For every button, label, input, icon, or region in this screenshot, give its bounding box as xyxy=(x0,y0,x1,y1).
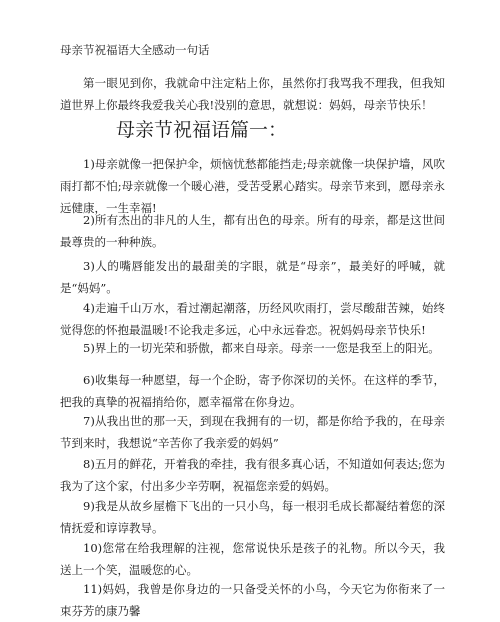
list-item: 7)从我出世的那一天，到现在我拥有的一切，都是你给予我的，在母亲节到来时，我想说“辛苦你了我亲爱的妈妈” xyxy=(60,414,445,450)
document-title: 母亲节祝福语大全感动一句话 xyxy=(60,43,210,57)
section-heading: 母亲节祝福语篇一： xyxy=(116,119,288,141)
list-item: 3)人的嘴唇能发出的最甜美的字眼，就是“母亲”，最美好的呼喊，就是“妈妈”。 xyxy=(60,259,445,295)
intro-paragraph: 第一眼见到你，我就命中注定粘上你，虽然你打我骂我不理我，但我知道世界上你最终我爱我关心我!没别的意思，就想说：妈妈，母亲节快乐！ xyxy=(60,76,445,112)
list-item: 4)走遍千山万水，看过潮起潮落，历经风吹雨打，尝尽酸甜苦辣，始终觉得您的怀抱最温暖!不论我走多远，心中永远眷恋。祝妈妈母亲节快乐! xyxy=(60,301,445,337)
list-item: 10)您常在给我理解的注视，您常说快乐是孩子的礼物。所以今天，我送上一个笑，温暖您的心。 xyxy=(60,541,445,577)
list-item: 9)我是从故乡屋檐下飞出的一只小鸟，每一根羽毛成长都凝结着您的深情抚爱和谆谆教导。 xyxy=(60,499,445,535)
list-item: 6)收集每一种愿望，每一个企盼，寄予你深切的关怀。在这样的季节，把我的真挚的祝福捎给你，愿幸福常在你身边。 xyxy=(60,373,445,409)
list-item: 8)五月的鲜花，开着我的牵挂，我有很多真心话，不知道如何表达;您为我为了这个家，付出多少辛劳啊，祝福您亲爱的妈妈。 xyxy=(60,457,445,493)
list-item: 2)所有杰出的非凡的人生，都有出色的母亲。所有的母亲，都是这世间最尊贵的一种种族。 xyxy=(60,213,445,249)
list-item: 11)妈妈，我曾是你身边的一只备受关怀的小鸟，今天它为你衔来了一束芬芳的康乃馨 xyxy=(60,582,445,618)
list-item: 1)母亲就像一把保护伞，烦恼忧愁都能挡走;母亲就像一块保护墙，风吹雨打都不怕;母亲就像一个暖心港，受苦受累心踏实。母亲节来到，愿母亲永远健康，一生幸福! xyxy=(60,157,445,215)
list-item: 5)界上的一切光荣和骄傲，都来自母亲。母亲一一您是我至上的阳光。 xyxy=(83,341,440,355)
